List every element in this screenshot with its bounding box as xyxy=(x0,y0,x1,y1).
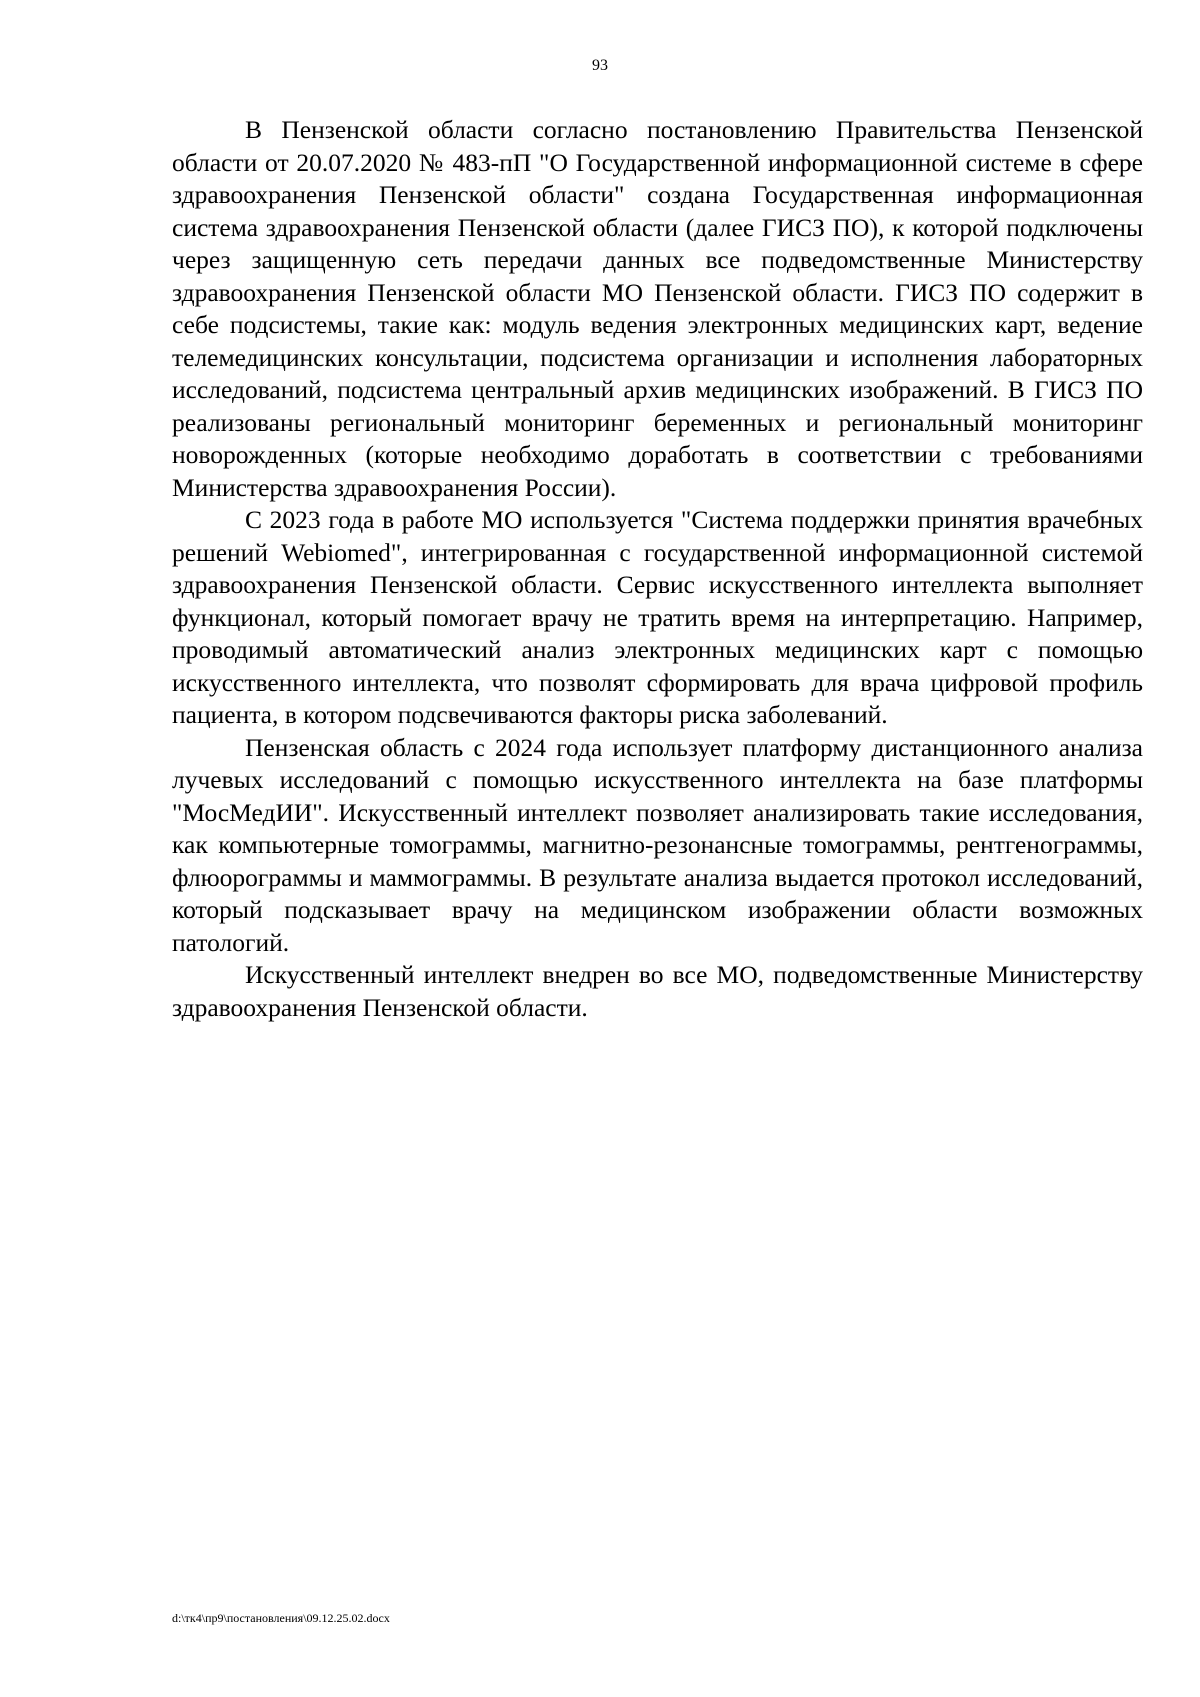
paragraph-mosmedii: Пензенская область с 2024 года использует платформу дистанционного анализа лучевых исследований с помощью искусственного интеллекта на базе платформы "МосМедИИ". Искусственный интеллект позволяет анализировать такие исследования, как компьютерные томограммы, магнитно-резонансные томограммы, рентгенограммы, флюорограммы и маммограммы. В результате анализа выдается протокол исследований, который подсказывает врачу на медицинском изображении области возможных патологий. xyxy=(172,732,1143,957)
paragraph-gisz: В Пензенской области согласно постановлению Правительства Пензенской области от 20.07.2020 № 483-пП "О Государственной информационной системе в сфере здравоохранения Пензенской области" создана Государственная информационная система здравоохранения Пензенской области (далее ГИСЗ ПО), к которой подключены через защищенную сеть передачи данных все подведомственные Министерству здравоохранения Пензенской области МО Пензенской области. ГИСЗ ПО содержит в себе подсистемы, такие как: модуль ведения электронных медицинских карт, ведение телемедицинских консультации, подсистема организации и исполнения лабораторных исследований, подсистема центральный архив медицинских изображений. В ГИСЗ ПО реализованы региональный мониторинг беременных и региональный мониторинг новорожденных (которые необходимо доработать в соответствии с требованиями Министерства здравоохранения России). xyxy=(172,115,1143,502)
page-number: 93 xyxy=(592,57,608,74)
paragraph-webiomed: С 2023 года в работе МО используется "Система поддержки принятия врачебных решений Webiomed", интегрированная с государственной информационной системой здравоохранения Пензенской области. Сервис искусственного интеллекта выполняет функционал, который помогает врачу не тратить время на интерпретацию. Например, проводимый автоматический анализ электронных медицинских карт с помощью искусственного интеллекта, что позволят сформировать для врача цифровой профиль пациента, в котором подсвечиваются факторы риска заболеваний. xyxy=(172,505,1143,729)
paragraph-ai-implemented: Искусственный интеллект внедрен во все МО, подведомственные Министерству здравоохранения Пензенской области. xyxy=(172,960,1143,1022)
document-body xyxy=(172,114,1143,1024)
footer-file-path: d:\тк4\пр9\постановления\09.12.25.02.docx xyxy=(172,1611,390,1625)
